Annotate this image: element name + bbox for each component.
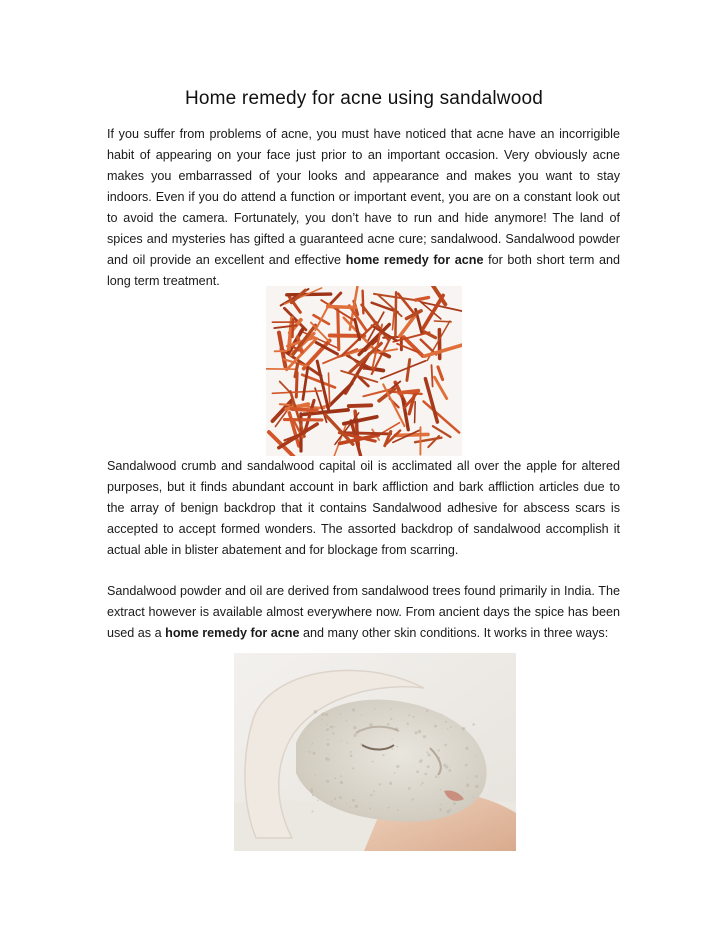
paragraph-uses-text: Sandalwood crumb and sandalwood capital oil is acclimated all over the apple for altered purposes, but it finds abundant account in bark affliction and bark affliction articles due to the array of benign backdrop that it contains Sandalwood adhesive for abscess scars is accepted to accept formed wonders. The assorted backdrop of sandalwood accomplish it actual able in blister abatement and for blockage from scarring. (107, 459, 620, 557)
mask-speckle (391, 738, 392, 739)
mask-speckle (369, 808, 371, 810)
mask-speckle (314, 710, 318, 714)
paragraph-origin-bold: home remedy for acne (165, 626, 300, 640)
mask-speckle (473, 797, 474, 798)
mask-speckle (317, 800, 319, 802)
mask-speckle (415, 731, 418, 734)
paragraph-intro-bold: home remedy for acne (345, 253, 484, 267)
mask-speckle (355, 805, 358, 808)
mask-speckle (352, 767, 354, 769)
mask-speckle (465, 747, 468, 750)
mask-speckle (373, 791, 375, 793)
mask-speckle (396, 746, 398, 748)
mask-speckle (439, 777, 440, 778)
sandalwood-stick (434, 321, 451, 322)
sandalwood-stick (432, 365, 433, 386)
mask-speckle (453, 802, 456, 805)
paragraph-origin (107, 581, 620, 644)
mask-speckle (422, 782, 424, 784)
mask-speckle (426, 751, 428, 753)
mask-speckle (341, 740, 342, 741)
mask-speckle (340, 713, 342, 715)
mask-speckle (326, 728, 329, 731)
mask-speckle (426, 710, 428, 712)
mask-speckle (328, 754, 329, 755)
mask-speckle (340, 775, 342, 777)
sandalwood-sticks-image (266, 286, 462, 456)
mask-speckle (321, 713, 324, 716)
mask-speckle (408, 787, 411, 790)
mask-speckle (396, 765, 399, 768)
mask-speckle (360, 743, 362, 745)
mask-speckle (327, 758, 330, 761)
mask-speckle (372, 761, 374, 763)
mask-speckle (391, 748, 393, 750)
mask-speckle (448, 769, 451, 772)
mask-speckle (331, 801, 333, 803)
sandalwood-stick (399, 391, 418, 393)
sandalwood-stick (363, 291, 364, 314)
mask-speckle (440, 804, 441, 805)
mask-speckle (321, 719, 323, 721)
mask-speckle (346, 720, 348, 722)
mask-speckle (311, 788, 313, 790)
mask-speckle (450, 726, 452, 728)
mask-speckle (438, 749, 440, 751)
mask-speckle (467, 777, 468, 778)
mask-speckle (475, 785, 478, 788)
paragraph-intro (107, 124, 620, 292)
mask-speckle (369, 723, 373, 727)
paragraph-uses (107, 456, 620, 561)
mask-speckle (352, 799, 355, 802)
mask-speckle (435, 775, 438, 778)
mask-speckle (374, 708, 376, 710)
mask-speckle (445, 721, 447, 723)
mask-speckle (428, 754, 431, 757)
paragraph-intro-tail: for both short term and long term treatment. (107, 253, 620, 288)
sandalwood-stick (415, 402, 416, 423)
mask-speckle (416, 770, 419, 773)
mask-speckle (361, 714, 362, 715)
sandalwood-stick (328, 307, 356, 308)
mask-speckle (350, 755, 353, 758)
mask-speckle (310, 790, 313, 793)
mask-speckle (462, 791, 463, 792)
mask-speckle (327, 739, 328, 740)
mask-speckle (465, 764, 468, 767)
mask-speckle (353, 734, 356, 737)
mask-speckle (444, 744, 447, 747)
mask-speckle (312, 794, 314, 796)
mask-speckle (439, 808, 442, 811)
mask-speckle (313, 752, 316, 755)
mask-speckle (334, 726, 336, 728)
mask-speckle (340, 781, 343, 784)
mask-speckle (447, 810, 450, 813)
mask-speckle (388, 807, 390, 809)
sandalwood-stick (292, 409, 317, 411)
mask-speckle (423, 735, 426, 738)
mask-speckle (413, 716, 415, 718)
paragraph-origin-tail: and many other skin conditions. It works in three ways: (299, 626, 609, 640)
mask-speckle (472, 723, 475, 726)
page-title: Home remedy for acne using sandalwood (184, 88, 544, 109)
mask-speckle (390, 708, 392, 710)
mask-speckle (308, 751, 310, 753)
mask-speckle (419, 760, 422, 763)
mask-speckle (353, 726, 356, 729)
mask-speckle (350, 806, 352, 808)
mask-speckle (475, 756, 476, 757)
sandalwood-stick (296, 373, 297, 397)
face-mask-image (234, 653, 516, 851)
mask-speckle (418, 730, 422, 734)
mask-speckle (397, 809, 399, 811)
sandalwood-stick (293, 319, 294, 337)
mask-speckle (449, 809, 451, 811)
mask-speckle (427, 765, 430, 768)
sandalwood-stick (338, 310, 339, 350)
sandalwood-stick (349, 405, 371, 406)
mask-speckle (346, 803, 347, 804)
mask-speckle (407, 722, 409, 724)
mask-speckle (314, 774, 315, 775)
mask-speckle (334, 798, 336, 800)
mask-speckle (424, 773, 427, 776)
mask-speckle (440, 789, 442, 791)
paragraph-origin-text: Sandalwood powder and oil are derived from sandalwood trees found primarily in India. The extract however is available almost everywhere now. From ancient days the spice has been used as a (107, 584, 620, 640)
mask-speckle (340, 797, 342, 799)
mask-speckle (447, 728, 448, 729)
mask-speckle (475, 775, 478, 778)
mask-speckle (382, 754, 384, 756)
mask-speckle (312, 743, 314, 745)
sandalwood-stick (395, 292, 396, 337)
mask-speckle (330, 726, 333, 729)
mask-speckle (347, 742, 349, 744)
mask-speckle (466, 784, 470, 788)
mask-speckle (332, 732, 334, 734)
mask-speckle (443, 764, 446, 767)
mask-speckle (421, 784, 422, 785)
mask-speckle (334, 777, 336, 779)
mask-speckle (464, 727, 466, 729)
mask-speckle (350, 751, 352, 753)
mask-speckle (389, 782, 392, 785)
mask-speckle (352, 708, 355, 711)
mask-speckle (326, 780, 329, 783)
mask-speckle (370, 794, 372, 796)
paragraph-intro-text: If you suffer from problems of acne, you must have noticed that acne have an incorrigible habit of appearing on your face just prior to an important occasion. Very obviously acne makes you embarrassed of your looks and appearance and makes you want to stay indoors. Even if you do attend a function or important event, you are on a constant look out to avoid the camera. Fortunately, you don’t have to run and hide anymore! The land of spices and mysteries has gifted a guaranteed acne cure; sandalwood. Sandalwood powder and oil provide an excellent and effective (107, 127, 620, 267)
mask-speckle (379, 783, 381, 785)
mask-speckle (325, 713, 328, 716)
mask-speckle (394, 772, 396, 774)
mask-speckle (387, 723, 390, 726)
mask-speckle (327, 724, 328, 725)
mask-speckle (390, 718, 392, 720)
mask-speckle (412, 799, 414, 801)
mask-speckle (434, 725, 437, 728)
mask-speckle (327, 743, 330, 746)
mask-speckle (408, 714, 410, 716)
mask-speckle (312, 811, 314, 813)
mask-speckle (441, 714, 442, 715)
